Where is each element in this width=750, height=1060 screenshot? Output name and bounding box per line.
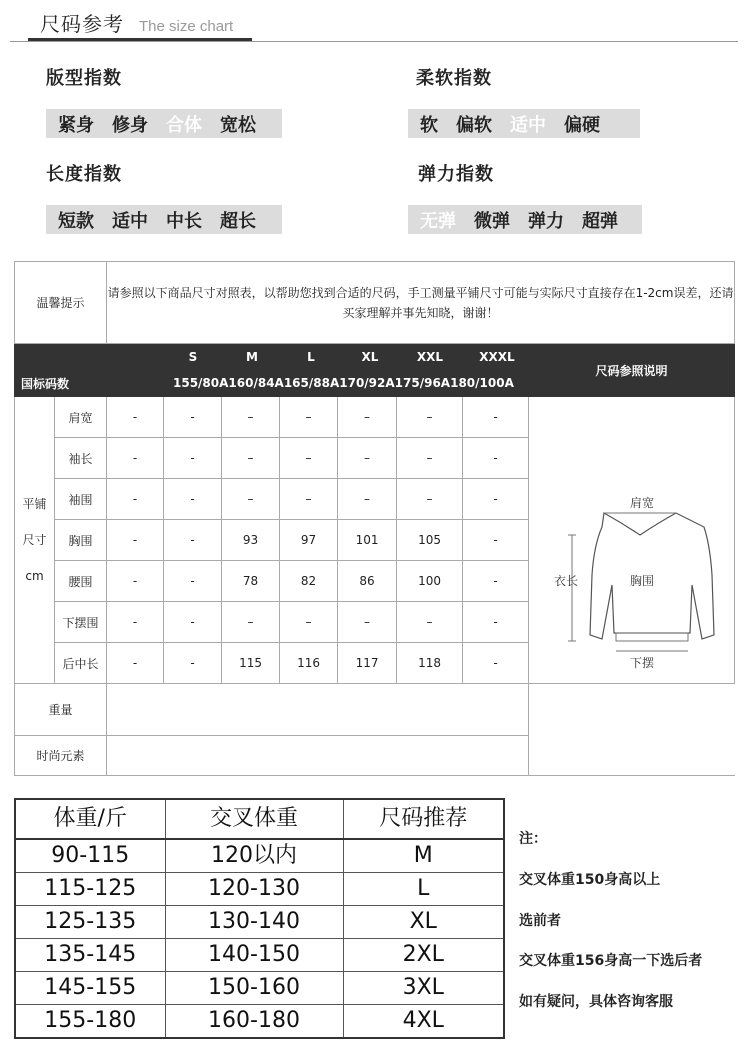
size-header-label: 国标码数 — [21, 377, 70, 391]
flat-size-group-label — [15, 397, 55, 684]
measure-value: - — [463, 520, 529, 561]
note-line-4: 如有疑问，具体咨询客服 — [519, 994, 673, 1010]
measure-value: - — [107, 561, 164, 602]
weight-table-cell: L — [343, 873, 504, 906]
sweater-diagram — [532, 395, 734, 682]
measure-value: 78 — [222, 561, 280, 602]
index-option: 短款 — [58, 210, 94, 232]
index-option: 适中 — [112, 210, 148, 232]
softness-index-title: 柔软指数 — [416, 68, 492, 89]
measure-label: 胸围 — [55, 520, 107, 561]
measure-label: 袖长 — [55, 438, 107, 479]
measure-value: - — [107, 643, 164, 684]
note-line-1: 交叉体重150身高以上 — [519, 872, 661, 888]
tip-text: 请参照以下商品尺寸对照表，以帮助您找到合适的尺码，手工测量平铺尺寸可能与实际尺寸直接存在1-2cm误差，还请买家理解并事先知晓，谢谢！ — [107, 262, 735, 344]
page-title: 尺码参考 — [40, 12, 124, 36]
weight-table-row — [15, 939, 504, 972]
index-option: 偏硬 — [564, 114, 600, 136]
style-row — [15, 736, 735, 776]
header-size-recommend: 尺码推荐 — [343, 799, 504, 839]
style-label: 时尚元素 — [15, 736, 107, 776]
measure-label: 腰围 — [55, 561, 107, 602]
measure-value: – — [397, 479, 463, 520]
length-index-bar — [46, 205, 282, 234]
measure-value: - — [463, 561, 529, 602]
measure-value: - — [107, 520, 164, 561]
diagram-chest-label: 胸围 — [630, 574, 655, 588]
index-option: 紧身 — [58, 114, 94, 136]
weight-table-cell: XL — [343, 906, 504, 939]
weight-table-cell: M — [343, 839, 504, 873]
size-name: XXL — [416, 350, 444, 364]
weight-row — [15, 684, 735, 736]
size-name: XXXL — [479, 350, 515, 364]
size-codes: 155/80A160/84A165/88A170/92A175/96A180/100A — [173, 376, 514, 390]
weight-table-cell: 3XL — [343, 972, 504, 1005]
weight-table-cell: 120以内 — [165, 839, 343, 873]
index-option: 宽松 — [220, 114, 256, 136]
index-option: 中长 — [166, 210, 202, 232]
measure-value: - — [463, 438, 529, 479]
size-header-row — [15, 344, 735, 397]
measure-value: - — [164, 602, 222, 643]
length-index-title: 长度指数 — [46, 164, 122, 185]
measure-value: - — [164, 438, 222, 479]
weight-table-row — [15, 906, 504, 939]
measure-value: - — [463, 643, 529, 684]
measure-value: – — [397, 397, 463, 438]
size-reference-label: 尺码参照说明 — [529, 344, 735, 397]
fit-index-title: 版型指数 — [46, 68, 122, 89]
measure-value: - — [164, 561, 222, 602]
weight-table-cell: 90-115 — [15, 839, 165, 873]
fit-index-bar — [46, 109, 282, 138]
tip-row — [15, 262, 735, 344]
index-option: 超长 — [220, 210, 256, 232]
measure-value: 117 — [338, 643, 397, 684]
measure-value: 105 — [397, 520, 463, 561]
note-heading: 注： — [519, 831, 547, 847]
header-divider — [10, 41, 738, 42]
weight-table-row — [15, 1005, 504, 1039]
elasticity-index-bar — [408, 205, 642, 234]
measure-value: – — [338, 479, 397, 520]
measure-label: 下摆围 — [55, 602, 107, 643]
diagram-shoulder-label: 肩宽 — [630, 496, 655, 510]
measure-value: 116 — [280, 643, 338, 684]
measure-value: – — [222, 397, 280, 438]
group-label-line: 平铺 — [22, 497, 47, 511]
tip-label: 温馨提示 — [15, 262, 107, 344]
note-line-2: 选前者 — [519, 913, 561, 929]
measure-value: – — [338, 602, 397, 643]
elasticity-index-title: 弹力指数 — [418, 164, 494, 185]
weight-table-row — [15, 839, 504, 873]
weight-table-cell: 140-150 — [165, 939, 343, 972]
note-line-3: 交叉体重156身高一下选后者 — [519, 953, 703, 969]
measure-value: – — [222, 479, 280, 520]
weight-table-cell: 145-155 — [15, 972, 165, 1005]
measure-value: – — [338, 397, 397, 438]
weight-table-cell: 135-145 — [15, 939, 165, 972]
measure-value: 93 — [222, 520, 280, 561]
measure-value: - — [463, 602, 529, 643]
measure-value: - — [463, 397, 529, 438]
softness-index-bar — [408, 109, 640, 138]
diagram-length-label: 衣长 — [554, 574, 579, 588]
measure-value: – — [397, 438, 463, 479]
measure-value: - — [164, 397, 222, 438]
measure-value: – — [222, 438, 280, 479]
index-option: 弹力 — [528, 210, 564, 232]
page-subtitle: The size chart — [139, 18, 234, 35]
measure-value: – — [222, 602, 280, 643]
measure-value: - — [164, 643, 222, 684]
measure-value: 118 — [397, 643, 463, 684]
group-label-line: 尺寸 — [22, 533, 47, 547]
index-option: 合体 — [166, 114, 202, 136]
index-option: 修身 — [112, 114, 148, 136]
weight-table-cell: 2XL — [343, 939, 504, 972]
measure-label: 肩宽 — [55, 397, 107, 438]
weight-table-cell: 150-160 — [165, 972, 343, 1005]
measure-label: 后中长 — [55, 643, 107, 684]
weight-label: 重量 — [15, 684, 107, 736]
measure-value: 101 — [338, 520, 397, 561]
measure-value: - — [107, 479, 164, 520]
weight-table-cell: 160-180 — [165, 1005, 343, 1039]
measure-value: - — [164, 479, 222, 520]
measure-value: - — [107, 602, 164, 643]
size-name: M — [246, 350, 258, 364]
measure-value: – — [397, 602, 463, 643]
group-label-line: cm — [25, 569, 44, 583]
weight-table-cell: 120-130 — [165, 873, 343, 906]
weight-table-cell: 115-125 — [15, 873, 165, 906]
measure-value: - — [463, 479, 529, 520]
index-option: 无弹 — [420, 210, 456, 232]
measure-value: 115 — [222, 643, 280, 684]
weight-table-row — [15, 873, 504, 906]
weight-size-table — [14, 798, 505, 1039]
measure-value: – — [338, 438, 397, 479]
index-option: 软 — [420, 114, 438, 136]
weight-table-cell: 130-140 — [165, 906, 343, 939]
weight-table-cell: 155-180 — [15, 1005, 165, 1039]
measure-value: – — [280, 479, 338, 520]
measure-value: 97 — [280, 520, 338, 561]
weight-table-cell: 125-135 — [15, 906, 165, 939]
index-option: 偏软 — [456, 114, 492, 136]
weight-table-cell: 4XL — [343, 1005, 504, 1039]
index-option: 超弹 — [582, 210, 618, 232]
header-weight: 体重/斤 — [15, 799, 165, 839]
header-cross-weight: 交叉体重 — [165, 799, 343, 839]
measure-label: 袖围 — [55, 479, 107, 520]
index-option: 微弹 — [474, 210, 510, 232]
size-name: S — [188, 350, 198, 364]
index-option: 适中 — [510, 114, 546, 136]
measure-value: - — [164, 520, 222, 561]
measure-value: - — [107, 438, 164, 479]
measure-value: – — [280, 438, 338, 479]
size-name: L — [307, 350, 315, 364]
measure-value: – — [280, 397, 338, 438]
measure-value: 100 — [397, 561, 463, 602]
size-name: XL — [361, 350, 379, 364]
weight-table-header — [15, 799, 504, 839]
weight-table-row — [15, 972, 504, 1005]
measure-value: 82 — [280, 561, 338, 602]
measure-value: - — [107, 397, 164, 438]
measure-value: 86 — [338, 561, 397, 602]
diagram-hem-label: 下摆 — [630, 656, 655, 670]
measure-value: – — [280, 602, 338, 643]
